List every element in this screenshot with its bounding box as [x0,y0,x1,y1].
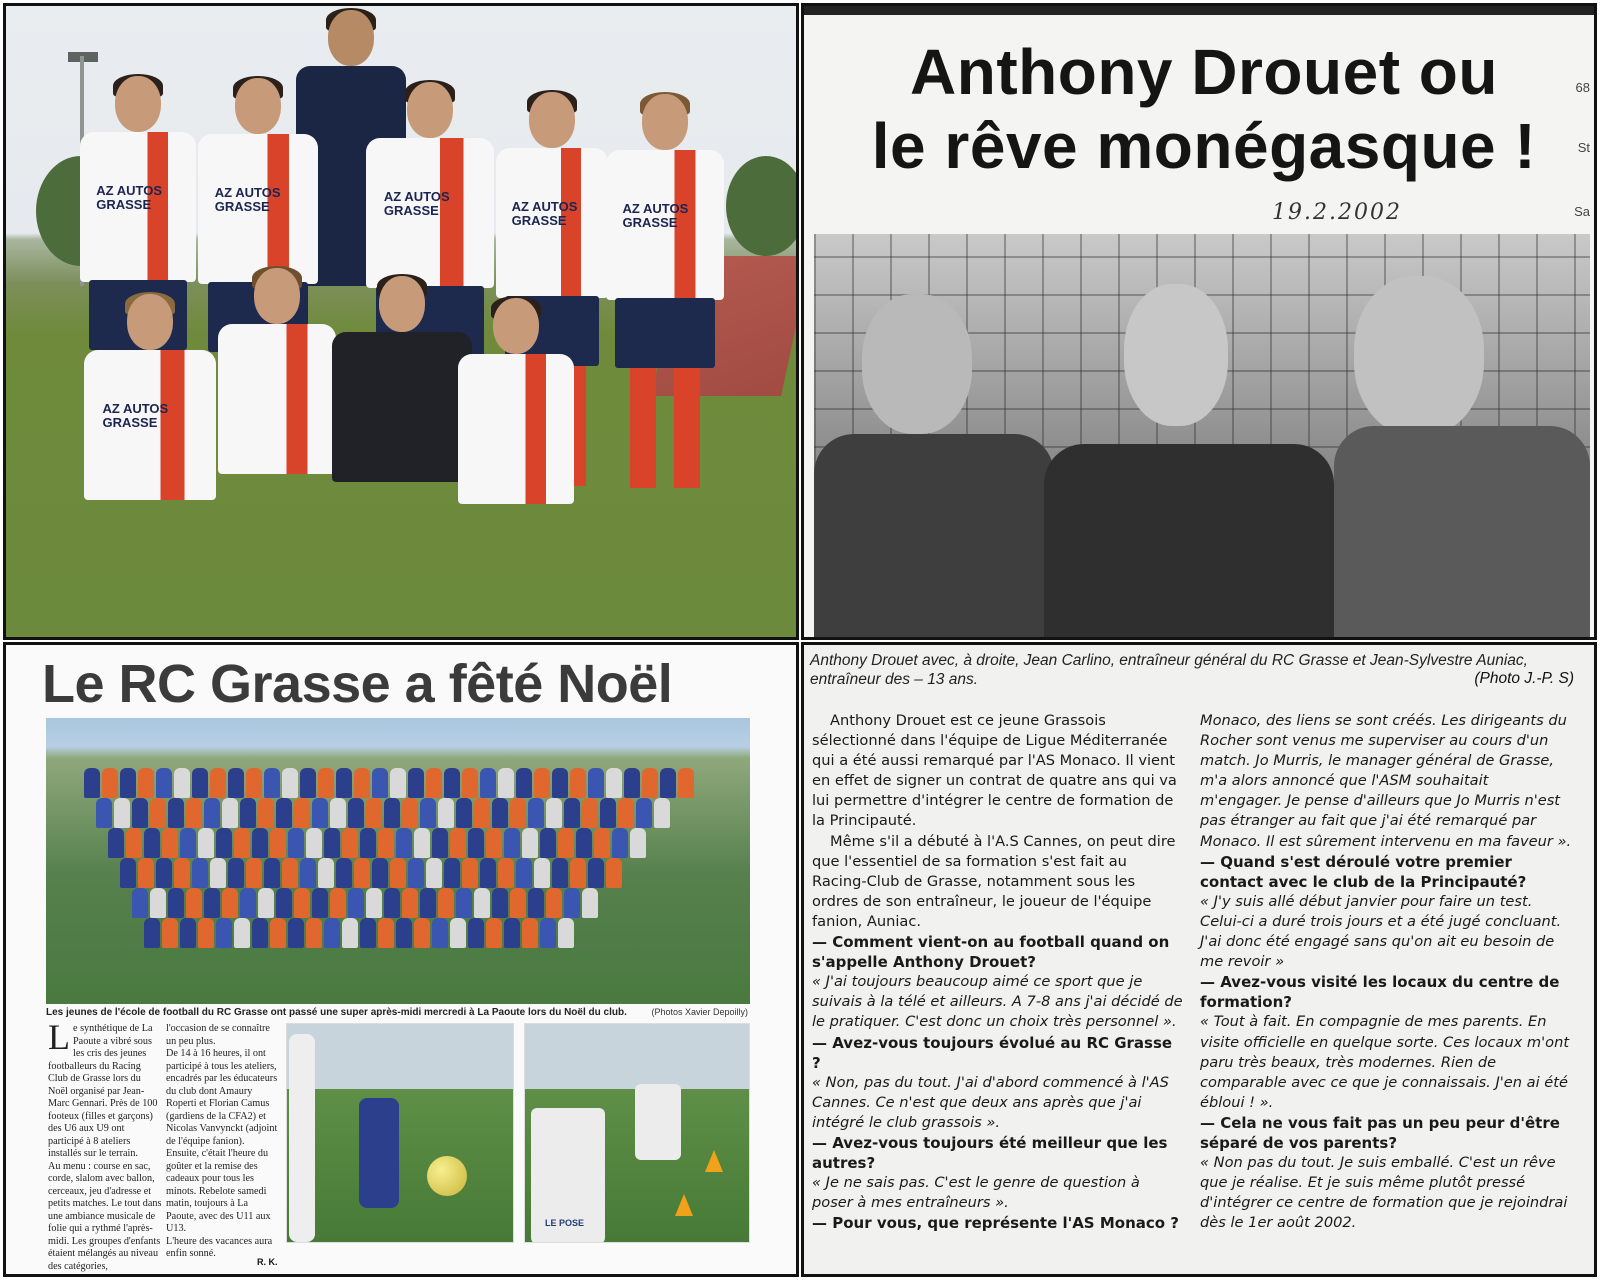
child-figure [546,888,562,918]
paragraph: Même s'il a débuté à l'A.S Cannes, on peut dire que l'essentiel de sa formation s'est fait au Racing-Club de Grasse, notamment sous les ordres de son entraîneur, le joueur de l'équipe fanion, Auniac. [812,832,1176,930]
child-figure [474,798,490,828]
child-figure [216,918,232,948]
child-figure [156,858,172,888]
paragraph: « J'y suis allé début janvier pour faire un test. Celui-ci a duré trois jours et a été jugé concluant. J'ai donc été engagé sans qu'on ait eu besoin de me revoir » [1200,892,1562,971]
photo-credit: (Photos Xavier Depoilly) [651,1007,748,1017]
child-figure [570,768,586,798]
child-figure [636,798,652,828]
child-figure [492,798,508,828]
child-figure [252,918,268,948]
child-figure [564,888,580,918]
portrait-photo [814,234,1590,638]
child-figure [168,798,184,828]
child-figure [240,888,256,918]
child-figure [504,828,520,858]
child-figure [498,858,514,888]
child-figure [264,768,280,798]
child-figure [144,918,160,948]
child-figure [306,918,322,948]
adult [289,1034,315,1242]
article-column [48,1017,162,1273]
paragraph: l'occasion de se connaître un peu plus. [166,1023,270,1047]
sack-race-photo [524,1023,750,1243]
child-figure [126,828,142,858]
child-figure [618,798,634,828]
paragraph: L'heure des vacances aura enfin sonné. [166,1235,273,1259]
child-figure [156,768,172,798]
child-figure [246,768,262,798]
player [458,298,574,598]
cone [705,1150,723,1172]
children-group [84,768,724,978]
child-figure [606,858,622,888]
child-figure [660,768,676,798]
child-figure [132,888,148,918]
child-figure [318,858,334,888]
group-photo [46,718,750,1004]
child-figure [630,828,646,858]
goalkeeper [332,276,472,606]
child-figure [480,858,496,888]
child-figure [552,768,568,798]
child-figure [462,858,478,888]
child-figure [456,888,472,918]
sponsor-logo: AZ AUTOS GRASSE [511,199,578,228]
side-mark: 68 [1575,80,1590,95]
child-figure [378,828,394,858]
child-figure [504,918,520,948]
child-figure [438,798,454,828]
child-figure [204,798,220,828]
child-figure [612,828,628,858]
child-figure [150,888,166,918]
author-signature: R. K. [257,1257,278,1267]
cone [675,1194,693,1216]
child-figure [180,918,196,948]
ball [427,1156,467,1196]
child-figure [516,768,532,798]
child-figure [276,888,292,918]
sack [531,1108,605,1243]
interview-question: — Cela ne vous fait pas un peu peur d'être séparé de vos parents? [1200,1113,1560,1152]
child-figure [312,798,328,828]
child-figure [312,888,328,918]
child-figure [522,918,538,948]
paragraph: Ensuite, c'était l'heure du goûter et la remise des cadeaux pour tous les minots. Rebelote samedi matin, toujours à La Paoute, avec des U11 aux U13. [166,1148,271,1234]
child-figure [168,888,184,918]
child-figure [132,798,148,828]
tree [726,156,799,256]
child-figure [546,798,562,828]
anthony-drouet [1044,284,1334,638]
child-figure [420,888,436,918]
child-figure [438,888,454,918]
child-figure [444,858,460,888]
paragraph: e synthétique de La Paoute a vibré sous les cris des jeunes footballeurs du Racing Club de Grasse lors du Noël organisé par Jean-Marc Gennari. Près de 100 footeux (filles et garçons) des U6 aux U9 ont participé à 8 ateliers installés sur le terrain. [48,1023,158,1159]
article-column-right [1200,711,1572,1233]
child-figure [528,888,544,918]
child-figure [390,858,406,888]
child-figure [486,918,502,948]
child-figure [642,768,658,798]
paragraph: « Tout à fait. En compagnie de mes parents. En visite officielle en quelque sorte. Ces locaux m'ont paru très beaux, très modernes. Rien de comparable avec ce que je connaissais. J'en ai été ébloui ! ». [1200,1013,1570,1111]
sponsor-logo: AZ AUTOS GRASSE [96,183,162,212]
child-figure [342,828,358,858]
child-figure [426,858,442,888]
child-figure [570,858,586,888]
paragraph: « Je ne sais pas. C'est le genre de question à poser à mes entraîneurs ». [812,1174,1140,1212]
child-figure [432,828,448,858]
child-figure [108,828,124,858]
child-figure [396,828,412,858]
paragraph: Au menu : course en sac, corde, slalom avec ballon, cerceaux, jeu d'adresse et petits matches. Le tout dans une ambiance musicale de folie qui a rythmé l'après-midi. Les groupes d'enfants étaient mélangés au niveau des catégories, [48,1160,162,1272]
child-figure [204,888,220,918]
child-figure [180,828,196,858]
child-figure [498,768,514,798]
child-figure [114,798,130,828]
child-figure [336,768,352,798]
child-figure [228,768,244,798]
interview-question: — Avez-vous toujours été meilleur que les autres? [812,1133,1168,1173]
child-figure [222,798,238,828]
interview-article-panel [801,642,1597,1277]
child-figure [486,828,502,858]
child-figure [270,918,286,948]
child-figure [582,798,598,828]
child-figure [186,798,202,828]
child-figure [162,828,178,858]
child-figure [282,768,298,798]
drop-cap: L [48,1017,70,1057]
child-figure [366,798,382,828]
handwritten-date: 19.2.2002 [1272,200,1402,225]
child-figure [192,768,208,798]
child-figure [150,798,166,828]
child-figure [192,858,208,888]
child-figure [288,918,304,948]
ball-photo [286,1023,514,1243]
child-figure [678,768,694,798]
child-figure [102,768,118,798]
child-figure [330,888,346,918]
child-figure [270,828,286,858]
child-figure [384,888,400,918]
sponsor-logo: AZ AUTOS GRASSE [383,189,450,218]
child-figure [516,858,532,888]
sack [635,1084,681,1160]
child-figure [552,858,568,888]
child-figure [468,918,484,948]
interview-question: — Avez-vous toujours évolué au RC Grasse ? [812,1033,1173,1072]
child-figure [378,918,394,948]
headline-line: Anthony Drouet ou [910,36,1498,108]
child-figure [360,828,376,858]
child-figure [276,798,292,828]
noel-article-panel [3,642,799,1277]
child-figure [354,768,370,798]
team-photo [3,3,799,640]
child-figure [420,798,436,828]
child-figure [540,828,556,858]
child-figure [246,858,262,888]
child-figure [186,888,202,918]
interview-question: — Avez-vous visité les locaux du centre de formation? [1200,973,1560,1012]
sponsor-logo: AZ AUTOS GRASSE [622,201,689,230]
child-figure [84,768,100,798]
interview-question: — Pour vous, que représente l'AS Monaco ? [812,1214,1179,1233]
child-figure [474,888,490,918]
child-figure [354,858,370,888]
child-figure [360,918,376,948]
child-figure [264,858,280,888]
paragraph: Anthony Drouet est ce jeune Grassois sélectionné dans l'équipe de Ligue Méditerranée qui a été aussi remarqué par l'AS Monaco. Il vient en effet de signer un contrat de quatre ans qui va lui permettre d'intégrer le centre de formation de la Principauté. [812,712,1177,830]
child-figure [366,888,382,918]
child-figure [210,858,226,888]
child-figure [138,858,154,888]
child-figure [576,828,592,858]
child-figure [606,768,622,798]
child-figure [120,768,136,798]
child-figure [258,798,274,828]
paragraph: « J'ai toujours beaucoup aimé ce sport que je suivais à la télé et ailleurs. A 7-8 ans j'ai décidé de le pratiquer. C'est donc un choix très personnel ». [812,973,1183,1031]
child-figure [282,858,298,888]
child-figure [432,918,448,948]
child-figure [450,918,466,948]
bib-text: LE POSE [545,1218,585,1228]
sponsor-logo: AZ AUTOS GRASSE [102,401,169,430]
child-figure [402,798,418,828]
article-title: Le RC Grasse a fêté Noël [42,654,673,714]
child-figure [492,888,508,918]
child-figure [228,858,244,888]
child-figure [372,858,388,888]
child-figure [534,768,550,798]
photo-caption: Anthony Drouet avec, à droite, Jean Carlino, entraîneur général du RC Grasse et Jean-Sylvestre Auniac, entraîneur des – 13 ans. [810,652,1528,688]
child-figure [408,768,424,798]
child-figure [558,828,574,858]
child-figure [468,828,484,858]
page-edge [804,6,1594,15]
photo-caption: Les jeunes de l'école de football du RC Grasse ont passé une super après-midi mercredi à La Paoute lors du Noël du club. [46,1007,627,1018]
headline-line: le rêve monégasque ! [871,109,1537,182]
article-column-left [812,711,1184,1233]
child-figure [348,798,364,828]
child-figure [444,768,460,798]
child-figure [594,828,610,858]
child-figure [402,888,418,918]
child-figure [234,918,250,948]
child-figure [210,768,226,798]
child-figure [174,858,190,888]
child-figure [384,798,400,828]
article-column [166,1023,280,1261]
child-figure [414,918,430,948]
child-figure [294,798,310,828]
child-figure [408,858,424,888]
child-figure [540,918,556,948]
child-figure [348,888,364,918]
child-figure [450,828,466,858]
person-left [814,294,1054,638]
child-figure [234,828,250,858]
child-figure [600,798,616,828]
paragraph: « Non, pas du tout. J'ai d'abord commencé à l'AS Cannes. Ce n'est que deux ans après que j'ai intégré le club grassois ». [812,1073,1169,1131]
child-figure [456,798,472,828]
paragraph: « Non pas du tout. Je suis emballé. C'est un rêve que je réalise. Et je suis même plutôt pressé d'intégrer ce centre de formation que je rejoindrai dès le 1er août 2002. [1200,1154,1568,1232]
player [84,294,216,614]
paragraph: Monaco, des liens se sont créés. Les dirigeants du Rocher sont venus me superviser au cours d'un match. Jo Murris, le manager général de Grasse, m'a alors annoncé que l'ASM souhaitait m'engager. Je pense d'ailleurs que Jo Murris n'est pas étranger au fait que j'ai été remarqué par Monaco. Il est sûrement intervenu en ma faveur ». [1200,712,1572,850]
child-figure [294,888,310,918]
child-figure [588,858,604,888]
child-figure [222,888,238,918]
child-figure [324,918,340,948]
child-figure [198,918,214,948]
child-figure [288,828,304,858]
child-figure [528,798,544,828]
child-figure [324,828,340,858]
child-figure [372,768,388,798]
child-figure [558,918,574,948]
side-mark: St [1577,140,1590,155]
child-figure [462,768,478,798]
interview-question: — Comment vient-on au football quand on s'appelle Anthony Drouet? [812,933,1170,972]
person-right [1314,276,1590,638]
child-figure [144,828,160,858]
child-figure [120,858,136,888]
child-figure [588,768,604,798]
child-figure [390,768,406,798]
interview-question: — Quand s'est déroulé votre premier contact avec le club de la Principauté? [1200,852,1527,891]
sponsor-logo: AZ AUTOS GRASSE [214,185,281,214]
player [606,94,724,564]
child-figure [240,798,256,828]
child-figure [300,768,316,798]
child-figure [162,918,178,948]
child-figure [138,768,154,798]
child-figure [414,828,430,858]
child-figure [330,798,346,828]
child-figure [396,918,412,948]
child-figure [174,768,190,798]
photo-credit: (Photo J.-P. S) [1474,670,1574,687]
child-figure [582,888,598,918]
child-figure [342,918,358,948]
child-figure [426,768,442,798]
child-figure [480,768,496,798]
child-figure [318,768,334,798]
side-mark: Sa [1574,204,1590,219]
child-figure [510,888,526,918]
headline [844,36,1564,183]
child-figure [510,798,526,828]
child-figure [654,798,670,828]
article-headline-panel [801,3,1597,640]
child-figure [258,888,274,918]
child-figure [534,858,550,888]
child-figure [624,768,640,798]
child-figure [564,798,580,828]
child-figure [300,858,316,888]
child-figure [252,828,268,858]
child-figure [336,858,352,888]
player [218,268,336,608]
paragraph: De 14 à 16 heures, il ont participé à tous les ateliers, encadrés par les éducateurs du club dont Amaury Roperti et Florian Camus (gardiens de la CFA2) et Nicolas Vanvynckt (adjoint de l'équipe fanion). [166,1048,278,1147]
child-figure [216,828,232,858]
child [359,1098,399,1208]
child-figure [96,798,112,828]
child-figure [198,828,214,858]
child-figure [306,828,322,858]
child-figure [522,828,538,858]
